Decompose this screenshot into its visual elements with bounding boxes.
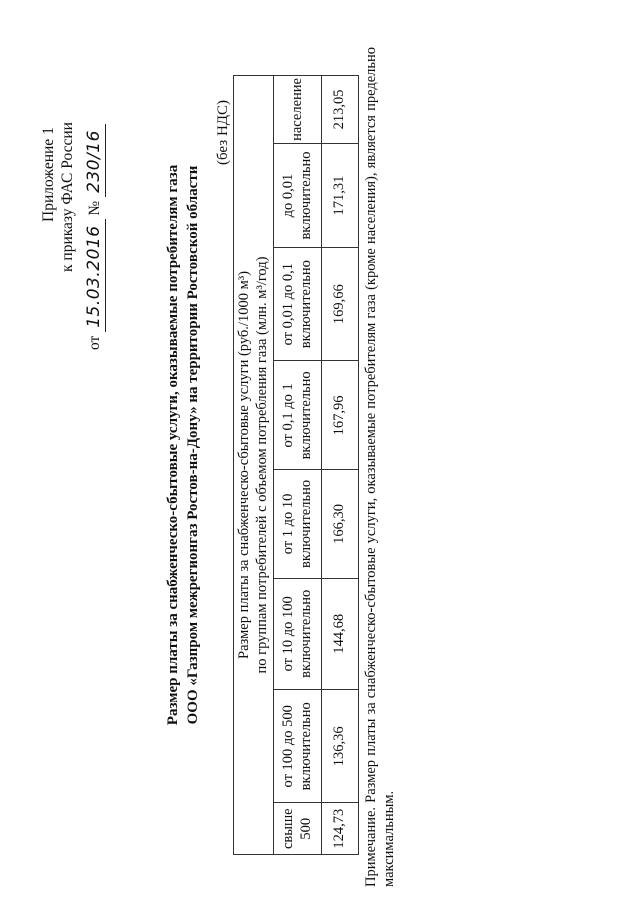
handwritten-number: 230/16 [84, 124, 106, 197]
footnote: Примечание. Размер платы за снабженческо-сбытовые услуги, оказываемые потребителям газа (кроме населения), является предельно максимальным. [363, 47, 398, 887]
group-cell: свыше 500 [274, 803, 322, 855]
appendix-label: Приложение 1 [40, 127, 57, 222]
number-label: № [85, 200, 103, 216]
value-cell: 144,68 [322, 578, 359, 690]
group-cell: от 1 до 10 включительно [274, 470, 322, 578]
group-cell: до 0,01 включительно [274, 143, 322, 247]
table-header-row [234, 76, 274, 855]
group-cell: от 10 до 100 включительно [274, 578, 322, 690]
group-cell: от 0,1 до 1 включительно [274, 361, 322, 470]
group-cell: население [274, 76, 322, 144]
table-group-row [274, 76, 322, 855]
order-reference: к приказу ФАС России [58, 122, 76, 272]
appendix-block [40, 50, 106, 350]
from-label: от [85, 335, 103, 350]
order-date-number [84, 50, 106, 350]
table-header-cell [234, 76, 274, 855]
title-line-2: ООО «Газпром межрегионгаз Ростов-на-Дону» на территории Ростовской области [185, 165, 202, 725]
table-header-main: Размер платы за снабженческо-сбытовые услуги (руб./1000 м³) [236, 271, 253, 659]
table-header-sub: по группам потребителей с объемом потребления газа (млн. м³/год) [253, 256, 270, 674]
value-cell: 169,66 [322, 248, 359, 361]
value-cell: 166,30 [322, 470, 359, 578]
table-value-row [322, 76, 359, 855]
group-cell: от 0,01 до 0,1 включительно [274, 248, 322, 361]
vat-note: (без НДС) [215, 99, 231, 165]
value-cell: 167,96 [322, 361, 359, 470]
title-line-1: Размер платы за снабженческо-сбытовые услуги, оказываемые потребителям газа [165, 164, 181, 726]
value-cell: 136,36 [322, 690, 359, 803]
tariff-table [233, 75, 359, 855]
value-cell: 124,73 [322, 803, 359, 855]
group-cell: от 100 до 500 включительно [274, 690, 322, 803]
value-cell: 171,31 [322, 143, 359, 247]
value-cell: 213,05 [322, 76, 359, 144]
handwritten-date: 15.03.2016 [84, 219, 106, 331]
document-title [163, 75, 204, 815]
